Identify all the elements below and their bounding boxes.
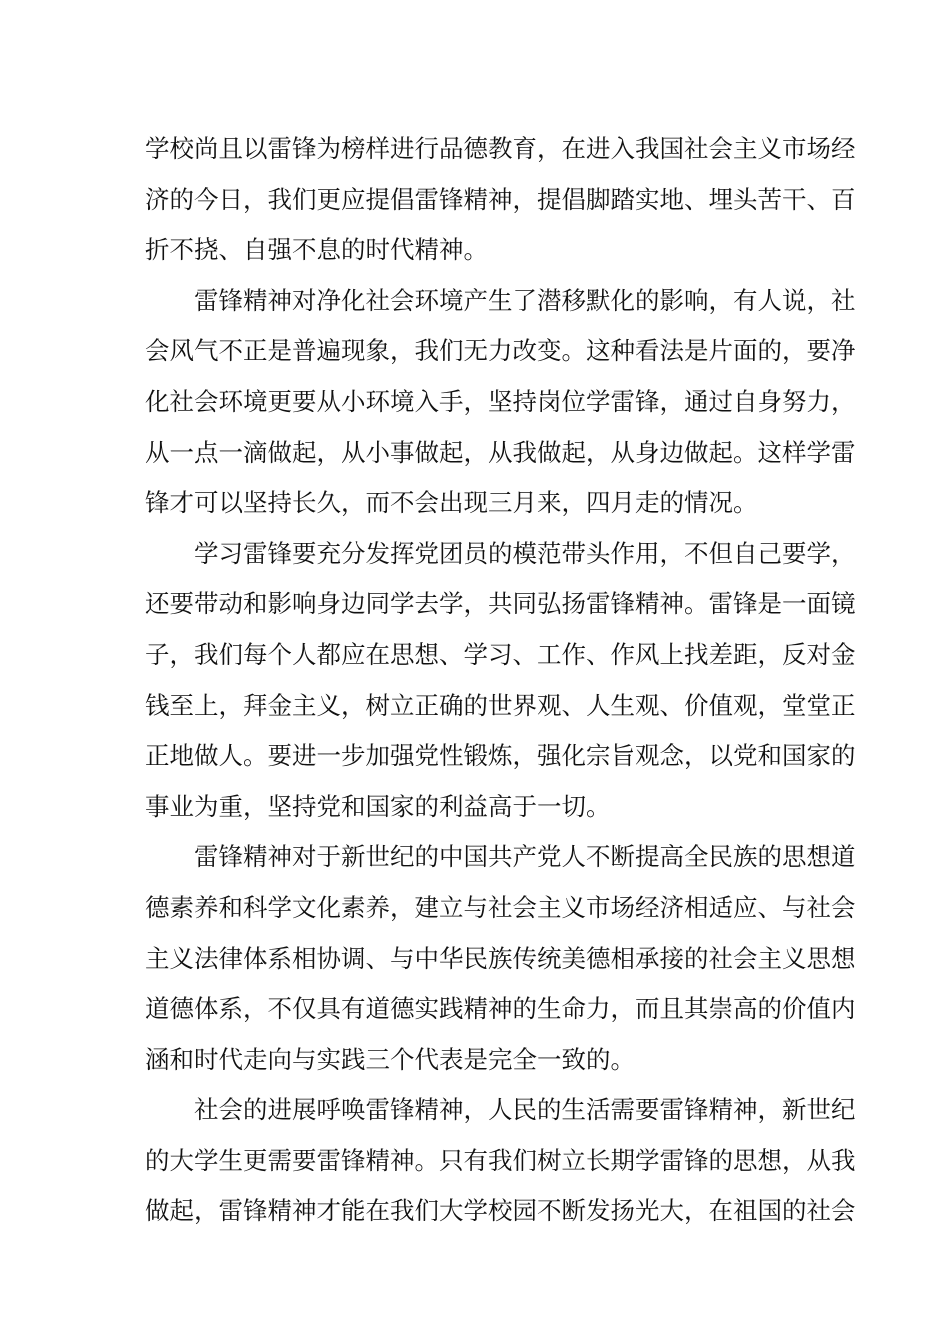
text-line: 德素养和科学文化素养，建立与社会主义市场经济相适应、与社会 — [145, 892, 856, 922]
paragraph-first-line: 学习雷锋要充分发挥党团员的模范带头作用，不但自己要学， — [194, 538, 856, 568]
paragraph-first-line: 雷锋精神对于新世纪的中国共产党人不断提高全民族的思想道 — [194, 842, 856, 872]
text-line: 主义法律体系相协调、与中华民族传统美德相承接的社会主义思想 — [145, 943, 856, 973]
text-line: 学校尚且以雷锋为榜样进行品德教育，在进入我国社会主义市场经 — [145, 134, 856, 163]
text-line: 还要带动和影响身边同学去学，共同弘扬雷锋精神。雷锋是一面镜 — [145, 589, 856, 619]
body-text — [145, 124, 856, 1237]
text-line: 锋才可以坚持长久，而不会出现三月来，四月走的情况。 — [145, 488, 758, 518]
text-line: 化社会环境更要从小环境入手，坚持岗位学雷锋，通过自身努力， — [145, 386, 856, 416]
text-line: 正地做人。要进一步加强党性锻炼，强化宗旨观念，以党和国家的 — [145, 741, 856, 771]
text-line: 做起，雷锋精神才能在我们大学校园不断发扬光大，在祖国的社会 — [145, 1196, 856, 1226]
text-line: 事业为重，坚持党和国家的利益高于一切。 — [145, 791, 611, 821]
text-line: 道德体系，不仅具有道德实践精神的生命力，而且其崇高的价值内 — [145, 994, 856, 1024]
text-line: 钱至上，拜金主义，树立正确的世界观、人生观、价值观，堂堂正 — [145, 690, 856, 720]
text-line: 涵和时代走向与实践三个代表是完全一致的。 — [145, 1044, 635, 1074]
text-line: 折不挠、自强不息的时代精神。 — [145, 235, 488, 265]
paragraph-first-line: 社会的进展呼唤雷锋精神，人民的生活需要雷锋精神，新世纪 — [194, 1095, 856, 1125]
text-line: 从一点一滴做起，从小事做起，从我做起，从身边做起。这样学雷 — [145, 437, 856, 467]
text-line: 济的今日，我们更应提倡雷锋精神，提倡脚踏实地、埋头苦干、百 — [145, 184, 856, 214]
text-line: 子，我们每个人都应在思想、学习、工作、作风上找差距，反对金 — [145, 639, 856, 669]
text-line: 会风气不正是普遍现象，我们无力改变。这种看法是片面的，要净 — [145, 336, 856, 366]
text-line: 的大学生更需要雷锋精神。只有我们树立长期学雷锋的思想，从我 — [145, 1145, 856, 1175]
paragraph-first-line: 雷锋精神对净化社会环境产生了潜移默化的影响，有人说，社 — [194, 285, 856, 315]
